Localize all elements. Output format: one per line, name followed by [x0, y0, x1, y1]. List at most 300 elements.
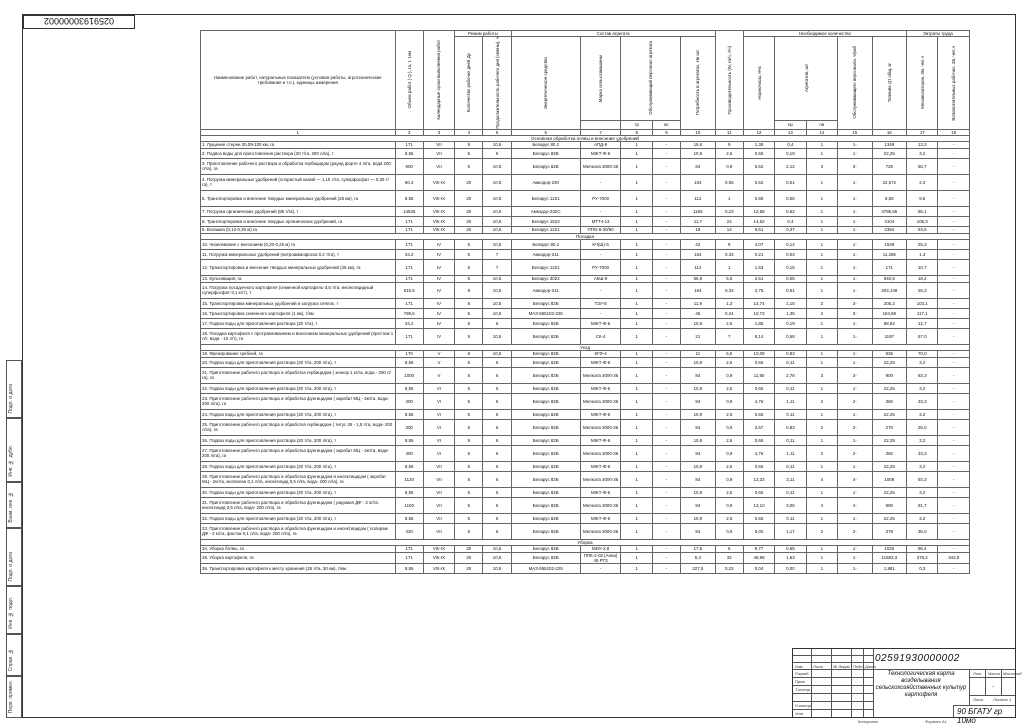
table-cell: V: [423, 350, 454, 357]
table-cell: 103,1: [907, 298, 938, 308]
strip-label: Подп. и дата: [8, 383, 14, 413]
table-cell: VII: [423, 513, 454, 523]
table-cell: 20: [455, 563, 483, 573]
table-cell: -: [938, 393, 970, 409]
operation-name: 27. Приготовление рабочего раствора и обработка фунгицидом ( акробат МЦ - 2кг/га, вода- 200 л/га), га: [201, 445, 396, 461]
table-cell: 3-: [837, 308, 872, 318]
column-number: 16: [872, 129, 907, 135]
table-cell: 3,2: [907, 435, 938, 445]
table-cell: 2,6: [715, 383, 743, 393]
table-cell: 3,2: [907, 513, 938, 523]
table-cell: 84: [681, 445, 716, 461]
table-cell: 2,6: [715, 318, 743, 328]
table-cell: 2,6: [715, 148, 743, 158]
table-cell: МЖТ-Ф-6: [580, 148, 621, 158]
table-cell: -: [652, 487, 680, 497]
table-cell: 10,9: [681, 409, 716, 419]
table-cell: 1-: [837, 552, 872, 563]
operation-name: 25. Приготовление рабочего раствора и обработка гербицидом ( титус 45 - 1,5 г/га, вода- 200 л/га), га: [201, 419, 396, 435]
table-cell: Амкодор-230: [511, 174, 580, 190]
column-number: 11: [715, 129, 743, 135]
table-cell: 0,65: [743, 461, 774, 471]
table-cell: 5: [455, 318, 483, 328]
table-cell: 1: [621, 383, 652, 393]
table-cell: VI: [423, 393, 454, 409]
table-cell: 84: [681, 471, 716, 487]
table-cell: 3-: [837, 158, 872, 174]
table-cell: 20: [455, 226, 483, 233]
table-cell: 5: [455, 445, 483, 461]
table-cell: 2-: [837, 393, 872, 409]
table-cell: -: [938, 141, 970, 148]
table-cell: 1-: [837, 318, 872, 328]
table-cell: 2,6: [715, 409, 743, 419]
table-cell: 1: [806, 435, 837, 445]
table-cell: Беларус 82Б: [511, 523, 580, 539]
header-norm: Нормочасы, Нчс: [756, 66, 762, 100]
table-cell: 0,83: [775, 350, 806, 357]
operation-name: 13. Культивация, га: [201, 275, 396, 282]
table-cell: 1: [621, 174, 652, 190]
table-cell: -: [938, 513, 970, 523]
table-cell: 1,2: [715, 298, 743, 308]
table-row: [201, 249, 970, 259]
table-row: [201, 409, 970, 419]
table-cell: -: [938, 461, 970, 471]
table-cell: 1: [621, 357, 652, 367]
table-cell: -: [938, 308, 970, 318]
table-cell: 1: [806, 513, 837, 523]
table-cell: 0,9: [715, 158, 743, 174]
tb-label-razrab: Разраб.: [795, 671, 810, 676]
table-cell: 1-: [837, 226, 872, 233]
table-cell: Беларус 1523: [511, 216, 580, 226]
table-cell: 8: [455, 350, 483, 357]
table-cell: 0,65: [743, 148, 774, 158]
table-cell: 1: [806, 328, 837, 344]
table-cell: -: [652, 239, 680, 249]
table-cell: -: [938, 174, 970, 190]
table-cell: 0,65: [743, 513, 774, 523]
header-agg: Состав агрегата: [511, 31, 715, 37]
table-cell: МИУ-2,8: [580, 545, 621, 552]
table-cell: -: [580, 282, 621, 298]
title-block-org: 90 БГАТУ гр 10мо: [957, 707, 1003, 725]
table-cell: 9: [715, 141, 743, 148]
table-row: [201, 275, 970, 282]
table-cell: 2-: [837, 523, 872, 539]
table-cell: 164: [681, 282, 716, 298]
table-cell: 171: [395, 275, 423, 282]
table-cell: 10,5: [483, 226, 511, 233]
table-cell: Беларус 82Б: [511, 552, 580, 563]
table-cell: 0,62: [743, 174, 774, 190]
table-cell: 1-: [837, 148, 872, 158]
table-cell: 3,06: [775, 497, 806, 513]
table-cell: -: [652, 383, 680, 393]
table-cell: 300: [395, 419, 423, 435]
operation-name: 33. Приготовление рабочего раствора и обработка фунгицидом и инсектицидом ( полирам ДФ - 2 кг/га, фастак 0,1 л/га, вода- 200 л/га), га: [201, 523, 396, 539]
table-cell: 10,5: [483, 141, 511, 148]
tb-label-sheet: Лист: [973, 697, 984, 702]
table-cell: -: [938, 226, 970, 233]
column-number: 8: [621, 129, 652, 135]
operation-name: 35. Уборка картофеля, га: [201, 552, 396, 563]
header-productivity: Производительность (W, га/ч, т/ч): [726, 45, 732, 115]
table-cell: 22,25: [872, 148, 907, 158]
table-cell: 8: [455, 282, 483, 298]
operation-name: 8. Транспортировка и внесение твердых органических удобрений, га: [201, 216, 396, 226]
table-cell: 1: [621, 308, 652, 318]
table-cell: 0,01: [775, 174, 806, 190]
table-cell: 171: [395, 552, 423, 563]
table-cell: 10,5: [483, 545, 511, 552]
table-cell: 22,25: [872, 409, 907, 419]
table-cell: 0,55: [715, 174, 743, 190]
table-cell: 8,14: [743, 328, 774, 344]
table-cell: 0,4: [775, 141, 806, 148]
table-cell: 20: [455, 552, 483, 563]
table-cell: 0,68: [775, 328, 806, 344]
table-cell: 10,5: [483, 308, 511, 318]
table-cell: 1000: [395, 367, 423, 383]
table-cell: 1-: [837, 216, 872, 226]
table-cell: 4,76: [743, 393, 774, 409]
table-cell: 10,08: [743, 350, 774, 357]
table-cell: 400: [395, 445, 423, 461]
table-cell: 799,5: [395, 308, 423, 318]
table-cell: 1: [806, 216, 837, 226]
table-row: [201, 393, 970, 409]
table-cell: 1: [621, 471, 652, 487]
table-cell: 0,00: [775, 563, 806, 573]
table-cell: 10,5: [483, 552, 511, 563]
header-8b: вс: [652, 120, 680, 129]
tb-label-doc: № докум.: [833, 664, 851, 669]
table-cell: 5: [455, 383, 483, 393]
table-cell: 1-: [837, 174, 872, 190]
table-cell: 105,3: [907, 216, 938, 226]
table-cell: МЖТ-Ф-6: [580, 318, 621, 328]
table-cell: 1-: [837, 259, 872, 275]
table-cell: 4: [806, 471, 837, 487]
table-cell: 7: [483, 259, 511, 275]
table-cell: 1: [621, 259, 652, 275]
table-cell: -: [652, 216, 680, 226]
table-cell: 5,3: [681, 552, 716, 563]
table-cell: 5: [455, 148, 483, 158]
table-row: [201, 357, 970, 367]
table-cell: Беларус 1221: [511, 226, 580, 233]
table-cell: 10,5: [483, 190, 511, 206]
table-cell: 0,22: [715, 563, 743, 573]
table-cell: 171: [395, 328, 423, 344]
column-number: 3: [423, 129, 454, 135]
table-row: [201, 206, 970, 216]
table-cell: 1: [621, 487, 652, 497]
table-cell: 22,25: [872, 513, 907, 523]
table-cell: -: [652, 350, 680, 357]
table-cell: IV: [423, 275, 454, 282]
table-cell: 22,25: [872, 435, 907, 445]
table-cell: 0,9: [715, 471, 743, 487]
operation-name: 16. Транспортировка семенного картофеля (1 км), т/км: [201, 308, 396, 318]
title-block-title: Технологическая карта возделывания сельскохозяйственных культур картофеля: [875, 671, 967, 698]
table-cell: Амкодор-211: [511, 249, 580, 259]
table-cell: 10,5: [483, 563, 511, 573]
table-cell: 10,5: [483, 328, 511, 344]
table-cell: VIII-IX: [423, 552, 454, 563]
table-cell: 6: [483, 357, 511, 367]
table-cell: 22,25: [872, 357, 907, 367]
strip-label: Подп. и дата: [8, 551, 14, 581]
table-cell: -: [938, 563, 970, 573]
table-cell: -: [652, 497, 680, 513]
table-cell: АКШ-9: [580, 275, 621, 282]
table-cell: Беларус 82Б: [511, 487, 580, 497]
table-cell: -: [938, 445, 970, 461]
table-cell: -: [938, 318, 970, 328]
table-row: [201, 523, 970, 539]
table-cell: РУ-7000: [580, 190, 621, 206]
table-cell: 1026: [872, 545, 907, 552]
table-cell: 5,5: [715, 350, 743, 357]
table-cell: 10,9: [681, 357, 716, 367]
table-cell: 1: [621, 328, 652, 344]
table-cell: 10,9: [681, 513, 716, 523]
table-cell: 88,92: [872, 318, 907, 328]
table-cell: -: [652, 308, 680, 318]
table-cell: 5: [455, 259, 483, 275]
table-cell: 66,7: [907, 158, 938, 174]
table-cell: 1-: [837, 545, 872, 552]
table-cell: 1,881: [872, 563, 907, 573]
table-cell: 6: [483, 523, 511, 539]
table-cell: 1,85: [743, 318, 774, 328]
table-cell: 935: [872, 350, 907, 357]
table-cell: 4,07: [743, 239, 774, 249]
table-cell: 1-: [837, 328, 872, 344]
table-cell: -: [580, 206, 621, 216]
table-cell: 1: [621, 552, 652, 563]
table-cell: РУ-7000: [580, 259, 621, 275]
table-cell: -: [938, 383, 970, 393]
table-cell: 420: [395, 523, 423, 539]
table-cell: 26,3: [907, 282, 938, 298]
table-cell: -: [580, 563, 621, 573]
tb-label-lit: Лит.: [973, 671, 983, 676]
table-cell: 10,9: [681, 383, 716, 393]
operation-name: 3. Приготовление рабочего раствора и обработка гербицидом (раунд форте 4 л/га, вода 200 л/га), га: [201, 158, 396, 174]
table-cell: 84: [681, 419, 716, 435]
table-cell: 3,2: [907, 487, 938, 497]
header-regime: Режим работы: [455, 31, 512, 37]
table-cell: -: [938, 216, 970, 226]
table-cell: 1100: [395, 497, 423, 513]
table-row: [201, 148, 970, 158]
table-cell: 2: [806, 445, 837, 461]
table-cell: 1-: [837, 206, 872, 216]
table-cell: 12,7: [907, 318, 938, 328]
table-cell: 4: [806, 497, 837, 513]
table-cell: 34,2: [395, 318, 423, 328]
table-cell: 170: [395, 350, 423, 357]
table-row: [201, 328, 970, 344]
table-cell: 9,5: [907, 190, 938, 206]
table-cell: 8,55: [395, 563, 423, 573]
operation-name: 24. Подвоз воды для приготовления раствора (20 т/га, 200 л/га), т: [201, 409, 396, 419]
table-cell: 171: [395, 141, 423, 148]
table-cell: -: [938, 545, 970, 552]
table-cell: VIII-IX: [423, 190, 454, 206]
table-cell: 0,11: [775, 383, 806, 393]
table-cell: 1: [621, 409, 652, 419]
table-cell: 8,55: [395, 487, 423, 497]
table-cell: Беларус 82Б: [511, 298, 580, 308]
table-cell: 10,5: [483, 216, 511, 226]
table-cell: 10,5: [483, 239, 511, 249]
table-cell: 1,35: [775, 308, 806, 318]
column-number: 4: [455, 129, 483, 135]
table-cell: 1: [621, 393, 652, 409]
table-cell: -: [652, 318, 680, 328]
table-cell: 5: [455, 275, 483, 282]
column-number: 12: [743, 129, 774, 135]
table-cell: -: [938, 298, 970, 308]
table-cell: 0,05: [775, 275, 806, 282]
table-cell: 84: [681, 523, 716, 539]
table-cell: -: [938, 158, 970, 174]
table-cell: 0,11: [775, 357, 806, 367]
column-number: 10: [681, 129, 716, 135]
table-cell: 10,9: [681, 461, 716, 471]
table-cell: 25,0: [907, 419, 938, 435]
table-cell: 1: [806, 461, 837, 471]
table-cell: 17,5: [681, 545, 716, 552]
table-cell: 2: [806, 523, 837, 539]
table-cell: 2,61: [743, 275, 774, 282]
table-cell: 4796,55: [872, 206, 907, 216]
table-cell: 9,51: [743, 226, 774, 233]
table-cell: IV: [423, 259, 454, 275]
table-cell: 1: [621, 461, 652, 471]
table-cell: -: [938, 350, 970, 357]
table-cell: 1-: [837, 435, 872, 445]
column-number: 17: [907, 129, 938, 135]
table-cell: 0,51: [775, 282, 806, 298]
table-cell: VII: [423, 523, 454, 539]
table-cell: 900: [395, 158, 423, 174]
table-cell: -: [652, 445, 680, 461]
table-cell: -: [580, 249, 621, 259]
table-cell: 11,7: [681, 216, 716, 226]
table-cell: АПД-9: [580, 141, 621, 148]
table-cell: -: [652, 141, 680, 148]
table-cell: 1: [806, 190, 837, 206]
table-cell: IV: [423, 298, 454, 308]
operation-name: 19. Фрезерование гребней, га: [201, 350, 396, 357]
table-cell: 22,25: [872, 461, 907, 471]
table-cell: 1-: [837, 357, 872, 367]
table-cell: -: [938, 435, 970, 445]
table-cell: 5,5: [715, 275, 743, 282]
table-cell: 5: [455, 471, 483, 487]
table-cell: Мелкопа 3000-36: [580, 445, 621, 461]
operation-name: 32. Подвоз воды для приготовления раствора (20 т/га, 200 л/га), т: [201, 513, 396, 523]
table-cell: 1008: [872, 471, 907, 487]
table-cell: 3: [806, 158, 837, 174]
table-cell: 1: [806, 357, 837, 367]
bottom-copied: Копировал: [858, 719, 878, 724]
table-cell: 14: [715, 226, 743, 233]
table-cell: Беларус 82Б: [511, 393, 580, 409]
table-cell: 66,8: [681, 275, 716, 282]
table-cell: VIII-IX: [423, 206, 454, 216]
table-cell: 8,55: [395, 148, 423, 158]
table-cell: 5: [455, 158, 483, 174]
table-cell: 104: [681, 174, 716, 190]
table-cell: VI: [423, 409, 454, 419]
table-cell: 1: [806, 545, 837, 552]
table-cell: Беларус 82Б: [511, 435, 580, 445]
table-cell: 360: [872, 445, 907, 461]
table-cell: -: [652, 190, 680, 206]
section-title: Посадка: [201, 233, 970, 239]
table-cell: 0,65: [743, 357, 774, 367]
table-row: [201, 367, 970, 383]
table-cell: V: [423, 357, 454, 367]
table-row: [201, 383, 970, 393]
header-nv: nв: [806, 120, 837, 129]
table-cell: 5: [455, 249, 483, 259]
table-cell: -: [652, 393, 680, 409]
table-cell: 0,11: [775, 461, 806, 471]
table-cell: Беларус 82Б: [511, 328, 580, 344]
strip-label: Инв. № подл.: [8, 597, 14, 629]
table-cell: 8,55: [872, 190, 907, 206]
table-cell: Беларус 1221: [511, 259, 580, 275]
table-cell: 171: [395, 298, 423, 308]
table-cell: 112: [681, 259, 716, 275]
table-cell: IV: [423, 239, 454, 249]
table-cell: 8,55: [395, 461, 423, 471]
table-cell: 22,25: [872, 487, 907, 497]
table-cell: 378: [872, 523, 907, 539]
tb-label-nkontr: Н.контр.: [795, 703, 812, 708]
table-cell: -: [938, 357, 970, 367]
table-cell: 10,5: [483, 350, 511, 357]
table-cell: 20: [455, 190, 483, 206]
table-cell: 1: [621, 275, 652, 282]
operation-name: 34. Уборка ботвы, га: [201, 545, 396, 552]
table-cell: -: [652, 275, 680, 282]
table-cell: 1: [715, 259, 743, 275]
table-cell: 1-: [837, 409, 872, 419]
column-number: 9: [652, 129, 680, 135]
header-labor: Затраты труда: [907, 31, 970, 37]
operation-name: 36. Транспортировка картофеля к месту хранения (25 т/га, 30 км), т/км: [201, 563, 396, 573]
table-cell: 84: [681, 393, 716, 409]
table-cell: 0,9: [715, 445, 743, 461]
table-cell: -: [938, 259, 970, 275]
operation-name: 17. Подвоз воды для приготовления раствора (20 т/га), т: [201, 318, 396, 328]
table-cell: 33,3: [907, 445, 938, 461]
table-cell: 14535: [395, 206, 423, 216]
table-cell: 6: [483, 148, 511, 158]
table-cell: 1-: [837, 239, 872, 249]
table-cell: 1120: [395, 471, 423, 487]
column-number: 18: [938, 129, 970, 135]
